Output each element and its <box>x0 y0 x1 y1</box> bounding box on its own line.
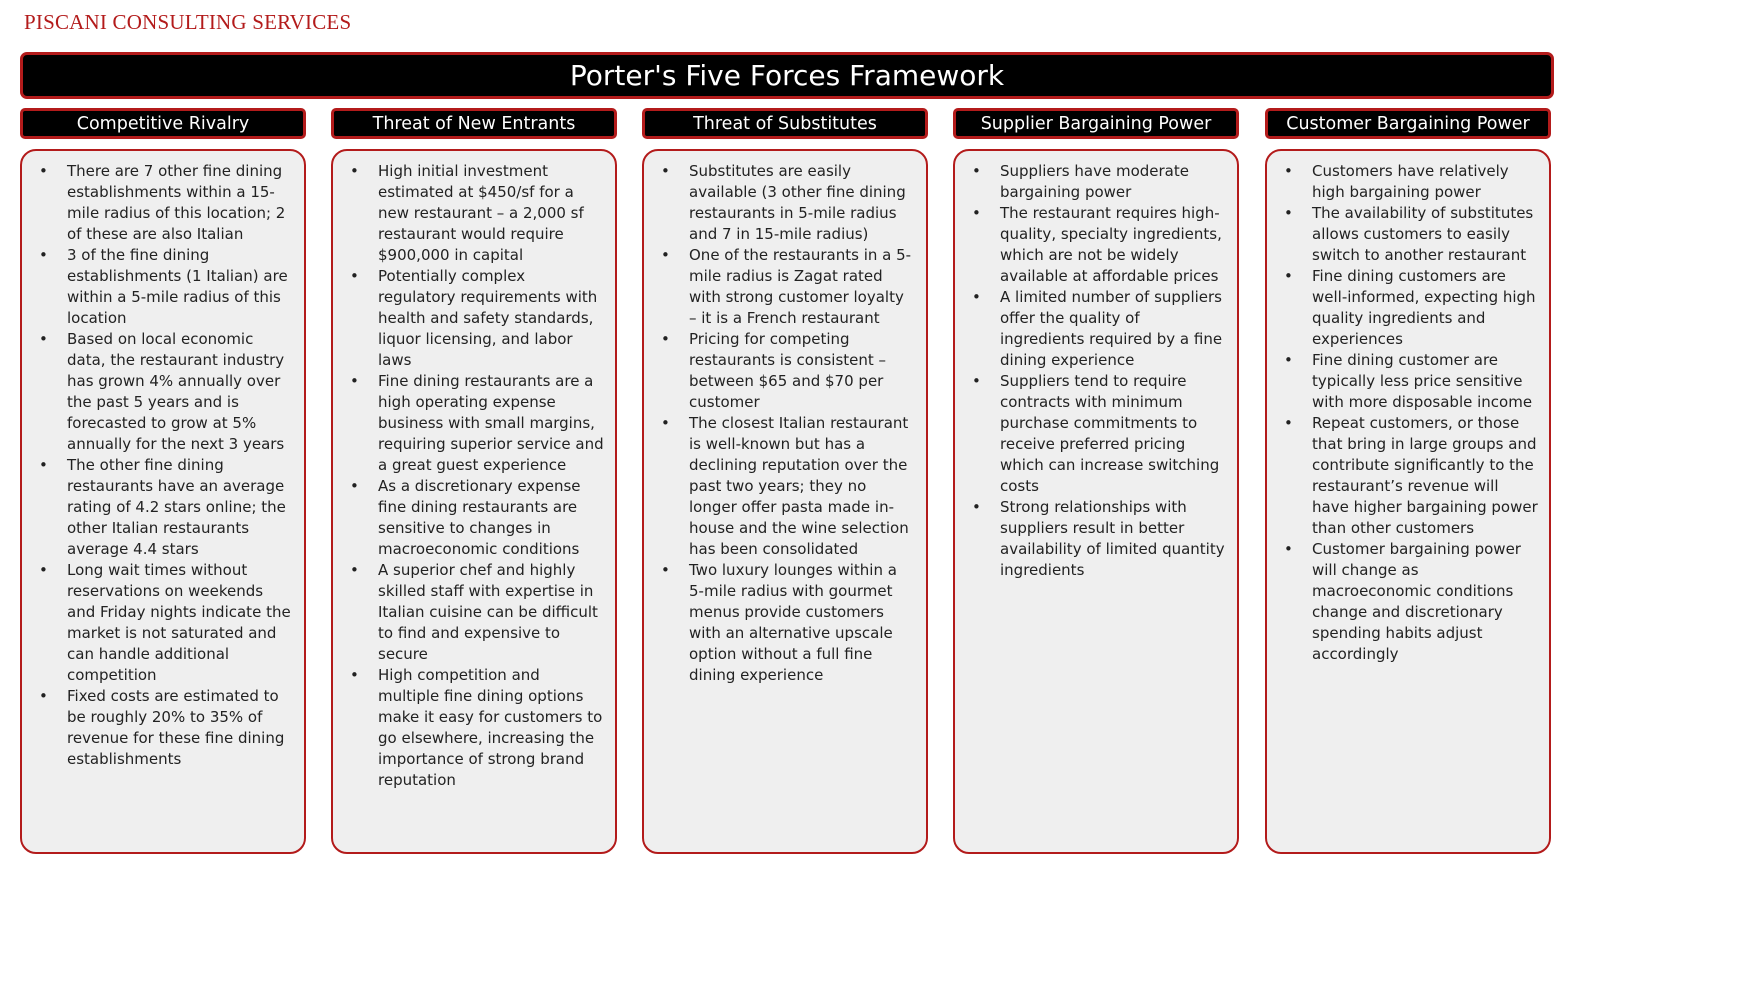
bullet-text: Suppliers have moderate bargaining power <box>1000 162 1189 201</box>
bullet-point <box>965 371 1227 497</box>
bullet-point <box>1277 161 1539 203</box>
bullet-point <box>1277 350 1539 413</box>
bullet-text: Potentially complex regulatory requirements with health and safety standards, liquor licensing, and labor laws <box>378 267 598 369</box>
bullet-icon: • <box>972 372 981 390</box>
bullet-icon: • <box>972 498 981 516</box>
brand-name: PISCANI CONSULTING SERVICES <box>24 10 352 34</box>
bullet-icon: • <box>1284 414 1293 432</box>
bullet-icon: • <box>350 477 359 495</box>
bullet-list <box>22 151 304 770</box>
bullet-text: Pricing for competing restaurants is consistent – between $65 and $70 per customer <box>689 330 887 411</box>
bullet-icon: • <box>1284 351 1293 369</box>
bullet-point <box>1277 413 1539 539</box>
bullet-icon: • <box>972 204 981 222</box>
bullet-list <box>644 151 926 686</box>
bullet-text: Customer bargaining power will change as macroeconomic conditions change and discretionary spending habits adjust accordingly <box>1312 540 1521 663</box>
bullet-text: Fine dining customers are well-informed, expecting high quality ingredients and experiences <box>1312 267 1536 348</box>
force-column-customer-bargaining-power <box>1265 108 1551 663</box>
force-heading: Supplier Bargaining Power <box>953 108 1239 139</box>
bullet-point <box>654 245 916 329</box>
bullet-icon: • <box>1284 540 1293 558</box>
force-panel <box>331 149 617 854</box>
bullet-text: The closest Italian restaurant is well-known but has a declining reputation over the past two years; they no longer offer pasta made in-house and the wine selection has been consolidated <box>689 414 909 558</box>
force-heading: Threat of New Entrants <box>331 108 617 139</box>
bullet-icon: • <box>350 666 359 684</box>
force-column-threat-of-substitutes <box>642 108 928 684</box>
bullet-icon: • <box>661 561 670 579</box>
bullet-point <box>965 161 1227 203</box>
bullet-point <box>965 497 1227 581</box>
bullet-text: There are 7 other fine dining establishments within a 15-mile radius of this location; 2 of these are also Italian <box>67 162 286 243</box>
bullet-icon: • <box>1284 267 1293 285</box>
bullet-icon: • <box>39 687 48 705</box>
bullet-text: As a discretionary expense fine dining restaurants are sensitive to changes in macroeconomic conditions <box>378 477 581 558</box>
bullet-icon: • <box>350 267 359 285</box>
bullet-point <box>965 203 1227 287</box>
bullet-icon: • <box>1284 204 1293 222</box>
bullet-icon: • <box>350 162 359 180</box>
bullet-icon: • <box>39 456 48 474</box>
bullet-point <box>343 665 605 791</box>
force-heading: Competitive Rivalry <box>20 108 306 139</box>
bullet-text: A limited number of suppliers offer the quality of ingredients required by a fine dining experience <box>1000 288 1223 369</box>
bullet-text: Long wait times without reservations on weekends and Friday nights indicate the market is not saturated and can handle additional competition <box>67 561 291 684</box>
bullet-text: A superior chef and highly skilled staff with expertise in Italian cuisine can be difficult to find and expensive to secure <box>378 561 598 663</box>
bullet-text: High initial investment estimated at $450/sf for a new restaurant – a 2,000 sf restaurant would require $900,000 in capital <box>378 162 584 264</box>
force-panel <box>1265 149 1551 854</box>
bullet-text: Fixed costs are estimated to be roughly 20% to 35% of revenue for these fine dining establishments <box>67 687 285 768</box>
bullet-icon: • <box>1284 162 1293 180</box>
bullet-text: Suppliers tend to require contracts with minimum purchase commitments to receive preferred pricing which can increase switching costs <box>1000 372 1220 495</box>
force-column-supplier-bargaining-power <box>953 108 1239 579</box>
force-panel <box>953 149 1239 854</box>
bullet-text: Fine dining restaurants are a high operating expense business with small margins, requiring superior service and a great guest experience <box>378 372 604 474</box>
bullet-point <box>343 371 605 476</box>
bullet-text: Customers have relatively high bargaining power <box>1312 162 1509 201</box>
bullet-icon: • <box>661 162 670 180</box>
bullet-point <box>654 329 916 413</box>
bullet-point <box>343 476 605 560</box>
bullet-icon: • <box>661 330 670 348</box>
bullet-point <box>654 560 916 686</box>
bullet-point <box>32 560 294 686</box>
bullet-text: One of the restaurants in a 5-mile radius is Zagat rated with strong customer loyalty – it is a French restaurant <box>689 246 912 327</box>
bullet-list <box>955 151 1237 581</box>
bullet-point <box>32 686 294 770</box>
bullet-icon: • <box>39 330 48 348</box>
force-heading: Customer Bargaining Power <box>1265 108 1551 139</box>
bullet-point <box>32 161 294 245</box>
bullet-point <box>1277 266 1539 350</box>
bullet-point <box>343 560 605 665</box>
bullet-icon: • <box>661 414 670 432</box>
bullet-point <box>343 266 605 371</box>
bullet-point <box>965 287 1227 371</box>
bullet-icon: • <box>972 288 981 306</box>
bullet-text: Based on local economic data, the restaurant industry has grown 4% annually over the past 5 years and is forecasted to grow at 5% annually for the next 3 years <box>67 330 285 453</box>
bullet-icon: • <box>39 162 48 180</box>
bullet-text: Two luxury lounges within a 5-mile radius with gourmet menus provide customers with an alternative upscale option without a full fine dining experience <box>689 561 897 684</box>
bullet-text: The restaurant requires high-quality, specialty ingredients, which are not be widely available at affordable prices <box>1000 204 1222 285</box>
bullet-list <box>333 151 615 791</box>
bullet-point <box>32 455 294 560</box>
force-column-competitive-rivalry <box>20 108 306 768</box>
bullet-list <box>1267 151 1549 665</box>
bullet-text: High competition and multiple fine dining options make it easy for customers to go elsewhere, increasing the importance of strong brand reputation <box>378 666 603 789</box>
bullet-point <box>1277 203 1539 266</box>
bullet-text: 3 of the fine dining establishments (1 Italian) are within a 5-mile radius of this location <box>67 246 288 327</box>
bullet-text: Strong relationships with suppliers result in better availability of limited quantity ingredients <box>1000 498 1225 579</box>
bullet-text: Substitutes are easily available (3 other fine dining restaurants in 5-mile radius and 7 in 15-mile radius) <box>689 162 906 243</box>
force-panel <box>20 149 306 854</box>
bullet-text: The availability of substitutes allows customers to easily switch to another restaurant <box>1312 204 1534 264</box>
bullet-icon: • <box>350 372 359 390</box>
bullet-text: The other fine dining restaurants have an average rating of 4.2 stars online; the other Italian restaurants average 4.4 stars <box>67 456 286 558</box>
page-title: Porter's Five Forces Framework <box>20 52 1554 99</box>
force-column-threat-of-new-entrants <box>331 108 617 789</box>
bullet-point <box>654 161 916 245</box>
bullet-icon: • <box>39 561 48 579</box>
bullet-icon: • <box>661 246 670 264</box>
force-panel <box>642 149 928 854</box>
bullet-icon: • <box>39 246 48 264</box>
bullet-icon: • <box>972 162 981 180</box>
bullet-text: Repeat customers, or those that bring in large groups and contribute significantly to the restaurant’s revenue will have higher bargaining power than other customers <box>1312 414 1538 537</box>
bullet-point <box>32 245 294 329</box>
bullet-point <box>343 161 605 266</box>
bullet-text: Fine dining customer are typically less price sensitive with more disposable income <box>1312 351 1533 411</box>
bullet-icon: • <box>350 561 359 579</box>
bullet-point <box>32 329 294 455</box>
bullet-point <box>1277 539 1539 665</box>
force-heading: Threat of Substitutes <box>642 108 928 139</box>
bullet-point <box>654 413 916 560</box>
